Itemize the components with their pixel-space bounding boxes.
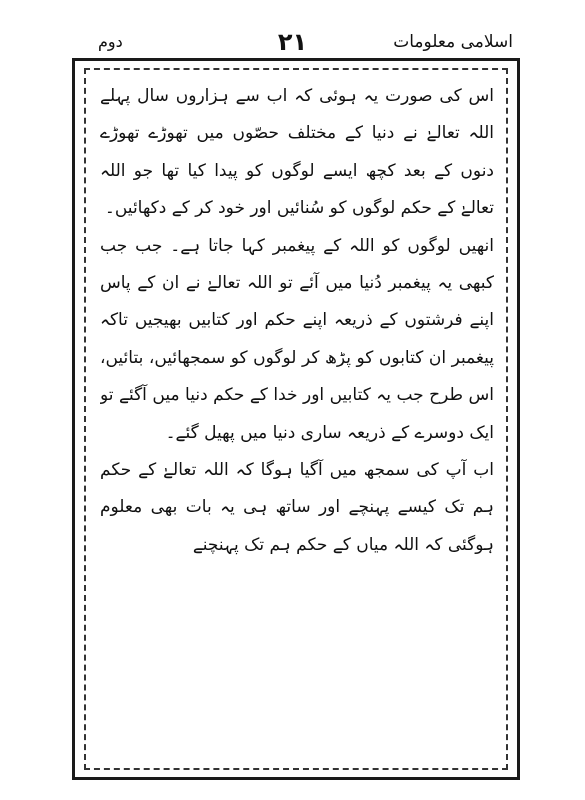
- book-title: اسلامی معلومات: [393, 32, 513, 52]
- paragraph-3: اب آپ کی سمجھ میں آگیا ہوگا کہ اللہ تعالےٰ کے حکم ہم تک کیسے پہنچے اور ساتھ ہی یہ بات بھی معلوم ہوگئی کہ اللہ میاں کے حکم ہم تک پہنچنے: [100, 460, 494, 555]
- page-header: [58, 30, 527, 56]
- paragraph-1: اس کی صورت یہ ہوئی کہ اب سے ہزاروں سال پہلے اللہ تعالےٰ نے دنیا کے مختلف حصّوں میں تھوڑے تھوڑے دنوں کے بعد کچھ ایسے لوگوں کو پیدا کیا تھا جو اللہ تعالےٰ کے حکم لوگوں کو سُنائیں اور خود کر کے دکھائیں۔: [100, 86, 494, 219]
- page-body: [100, 78, 494, 768]
- page-number: ۲۱: [277, 28, 308, 56]
- paragraph-2: انھیں لوگوں کو اللہ کے پیغمبر کہا جاتا ہے۔ جب جب کبھی یہ پیغمبر دُنیا میں آئے تو اللہ تعالےٰ نے ان کے پاس اپنے فرشتوں کے ذریعہ اپنے حکم اور کتابیں بھیجیں تاکہ پیغمبر ان کتابوں کو پڑھ کر لوگوں کو سمجھائیں، بتائیں، اس طرح جب یہ کتابیں اور خدا کے حکم دنیا میں آگئے تو ایک دوسرے کے ذریعہ ساری دنیا میں پھیل گئے۔: [100, 235, 494, 443]
- part-label: دوم: [98, 32, 123, 51]
